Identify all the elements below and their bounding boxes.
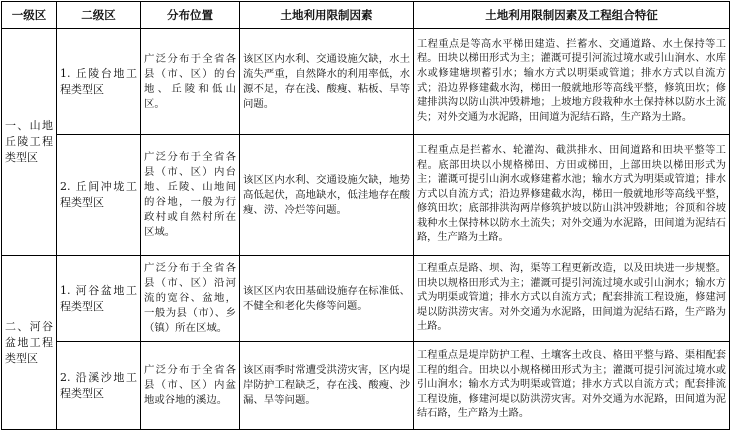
location-cell: 广泛分布于全省各县（市、区）的台地、丘陵和低山区。 bbox=[141, 29, 240, 135]
table-row bbox=[2, 256, 730, 342]
features-cell: 工程重点是堤岸防护工程、土壤客土改良、格田平整与路、渠相配套工程的组合。田块以小规格梯田形式为主；灌溉可提引河流过境水或引山涧水；输水方式为明渠或管道；排水方式以自流方式；配套排流工程设施，修建河堤以防洪涝灾害。对外交通为水泥路，田间道为泥结石路，生产路为土路。 bbox=[414, 342, 730, 430]
header-level1-zone: 一级区 bbox=[2, 2, 57, 29]
level1-zone-cell: 二、河谷盆地工程类型区 bbox=[2, 256, 57, 430]
level2-zone-cell: 1. 丘陵台地工程类型区 bbox=[57, 29, 141, 135]
header-land-use-constraints: 土地利用限制因素 bbox=[240, 2, 414, 29]
table-row bbox=[2, 135, 730, 256]
table-row bbox=[2, 342, 730, 430]
location-cell: 广泛分布于全省各县（市、区）内台地、丘陵、山地间的谷地，一般为行政村或自然村所在区域。 bbox=[141, 135, 240, 256]
level2-zone-cell: 2. 沿溪沙地工程类型区 bbox=[57, 342, 141, 430]
features-cell: 工程重点是路、坝、沟，渠等工程更新改造，以及田块进一步规整。田块以规格田形式为主；灌溉可提引河流过境水或引山涧水；输水方式为明渠或管道；排水方式以自流方式；配套排流工程设施，修建河堤以防洪涝灾害。对外交通为水泥路，田间道为泥结石路，生产路为土路。 bbox=[414, 256, 730, 342]
location-cell: 广泛分布于全省各县（市、区）内盆地或谷地的溪边。 bbox=[141, 342, 240, 430]
header-row bbox=[2, 2, 730, 29]
constraints-cell: 该区雨季时常遭受洪涝灾害，区内堤岸防护工程缺乏，存在浅、酸瘦、沙漏、旱等问题。 bbox=[240, 342, 414, 430]
header-distribution-location: 分布位置 bbox=[141, 2, 240, 29]
level1-zone-cell: 一、山地丘陵工程类型区 bbox=[2, 29, 57, 256]
level2-zone-cell: 2. 丘间冲垅工程类型区 bbox=[57, 135, 141, 256]
constraints-cell: 该区区内水利、交通设施欠缺，水土流失严重，自然降水的利用率低，水源不足，存在浅、酸瘦、粘板、旱等问题。 bbox=[240, 29, 414, 135]
header-level2-zone: 二级区 bbox=[57, 2, 141, 29]
land-engineering-zoning-table bbox=[1, 1, 730, 430]
level2-zone-cell: 1. 河谷盆地工程类型区 bbox=[57, 256, 141, 342]
constraints-cell: 该区区内水利、交通设施欠缺，地势高低起伏，高地缺水，低洼地存在酸瘦、涝、冷烂等问题。 bbox=[240, 135, 414, 256]
features-cell: 工程重点是拦蓄水、轮灌沟、截洪排水、田间道路和田块平整等工程。底部田块以小规格梯田、方田或梯田，上部田块以梯田形式为主；灌溉可提引山涧水或修建蓄水池；输水方式为明渠或管道；排水方式以自流方式；沿边界修建截水沟，梯田一般就地形等高线平整，修筑田坎；底部排洪沟两岸修筑护坡以防山洪冲毁耕地；谷顶和谷坡栽种水土保持林以防水土流失；对外交通为水泥路，田间道为泥结石路，生产路为土路。 bbox=[414, 135, 730, 256]
constraints-cell: 该区区内农田基础设施存在标准低、不健全和老化失修等问题。 bbox=[240, 256, 414, 342]
table-row bbox=[2, 29, 730, 135]
features-cell: 工程重点是等高水平梯田建造、拦蓄水、交通道路、水土保持等工程。田块以梯田形式为主；灌溉可提引河流过境水或引山涧水、水库水或修建塘坝蓄引水；输水方式以明渠或管道；排水方式以自流方式；沿边界修建截水沟，梯田一般就地形等高线平整，修筑田坎；修建排洪沟以防山洪冲毁耕地；上坡地方段栽种水土保持林以防水土流失；对外交通为水泥路，田间道为泥结石路，生产路为土路。 bbox=[414, 29, 730, 135]
header-constraints-engineering-features: 土地利用限制因素及工程组合特征 bbox=[414, 2, 730, 29]
location-cell: 广泛分布于全省各县（市、区）沿河流的宽谷、盆地，一般为县（市）、乡（镇）所在区域。 bbox=[141, 256, 240, 342]
